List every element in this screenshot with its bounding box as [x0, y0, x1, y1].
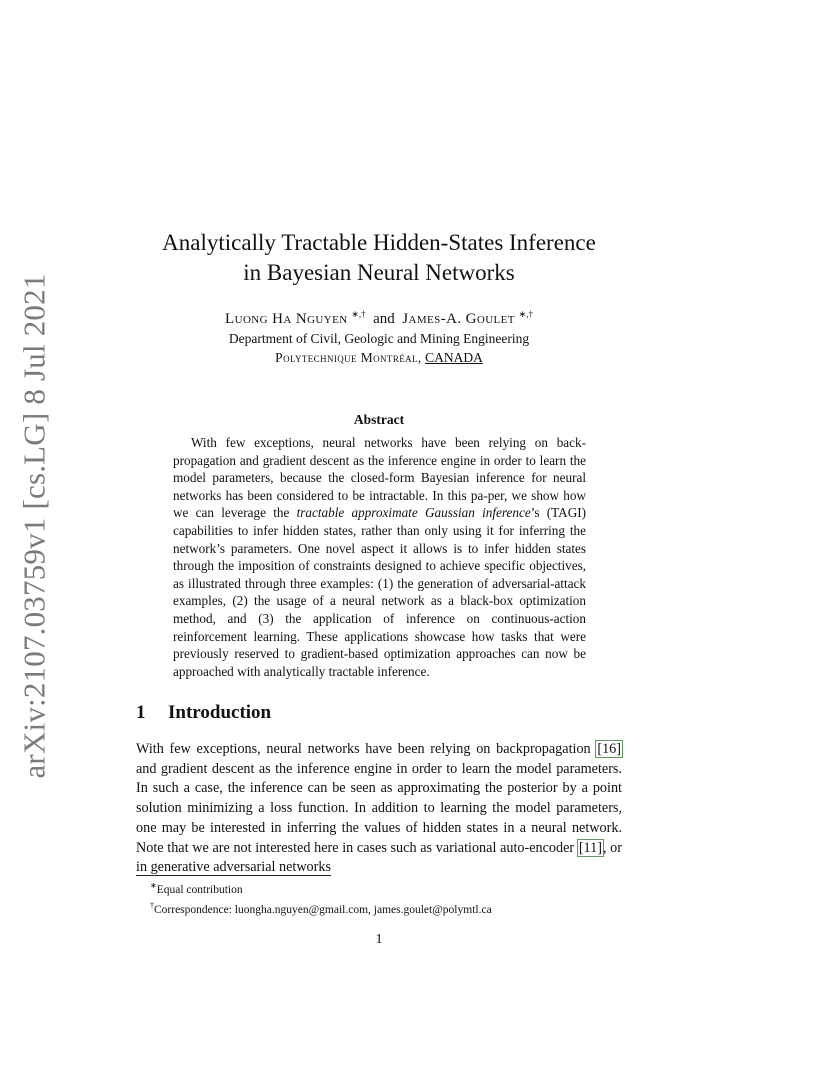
footnote-1-mark: ∗: [150, 881, 157, 890]
introduction-paragraph: [136, 740, 622, 878]
section-title: Introduction: [168, 702, 272, 723]
section-heading: [136, 702, 622, 724]
author-line: [136, 304, 622, 329]
citation-link-11[interactable]: [11]: [578, 839, 602, 856]
intro-text-part-3: , or in generative adversarial networks: [136, 839, 622, 876]
footnote-1-text: Equal contribution: [156, 883, 243, 896]
abstract-text-part-2: ’s (TAGI) capabilities to infer hidden states, rather than only using it for inferring the network’s parameters. One novel aspect it allows is to infer hidden states through the imposition of constraints designed to achieve specific objectives, as illustrated through three examples: (1) the generation of adversarial-attack examples, (2) the usage of a neural network as a black-box optimization method, and (3) the application of inference on continuous-action reinforcement learning. These applications showcase how tasks that were previously reserved to gradient-based optimization approaches can now be approached with analytically tractable inference.: [173, 505, 586, 679]
abstract-text-part-1: With few exceptions, neural networks have been relying on back-propagation and gradient descent as the inference engine in order to learn the model parameters, because the closed-form Bayesian inference for neural networks has been considered to be intractable. In this pa-per, we show how we can leverage the: [173, 435, 586, 521]
paper-title: [136, 228, 622, 288]
abstract-heading: Abstract: [353, 412, 405, 427]
footnote-2: [150, 898, 620, 918]
institution: Polytechnique Montréal,: [275, 350, 422, 365]
section-number: 1: [136, 702, 146, 723]
author-1-marks: ∗,†: [351, 309, 366, 319]
arxiv-identifier-stamp: [10, 273, 60, 779]
author-name-2: James-A. Goulet: [402, 311, 515, 327]
title-line-1: Analytically Tractable Hidden-States Inference: [162, 230, 596, 255]
footnote-2-mark: †: [150, 901, 154, 911]
arxiv-identifier-text: arXiv:2107.03759v1 [cs.LG] 8 Jul 2021: [17, 273, 53, 779]
author-2-marks: ∗,†: [518, 309, 533, 319]
intro-text-part-1: With few exceptions, neural networks have been relying on backpropagation: [136, 741, 597, 757]
page-number: 1: [375, 932, 383, 947]
author-conjunction: and: [373, 311, 395, 327]
author-block: [136, 304, 622, 367]
institution-line: [136, 348, 622, 367]
country-link[interactable]: CANADA: [425, 350, 483, 365]
abstract-italic-term: tractable approximate Gaussian inference: [296, 505, 531, 521]
department: Department of Civil, Geologic and Mining Engineering: [228, 331, 530, 346]
abstract-text: [173, 434, 586, 680]
footnote-1: [150, 878, 620, 898]
footnote-2-text: Correspondence: luongha.nguyen@gmail.com, james.goulet@polymtl.ca: [154, 904, 492, 917]
footnote-divider: [136, 875, 331, 876]
citation-link-16[interactable]: [16]: [597, 741, 621, 757]
intro-text-part-2: and gradient descent as the inference engine in order to learn the model parameters. In such a case, the inference can be seen as approximating the posterior by a point solution minimizing a loss function. In addition to learning the model parameters, one may be interested in inferring the values of hidden states in a neural network. Note that we are not interested here in cases such as variational auto-encoder: [136, 760, 622, 856]
footnotes: [150, 878, 620, 919]
title-line-2: in Bayesian Neural Networks: [243, 260, 515, 285]
author-name-1: Luong Ha Nguyen: [225, 311, 348, 327]
